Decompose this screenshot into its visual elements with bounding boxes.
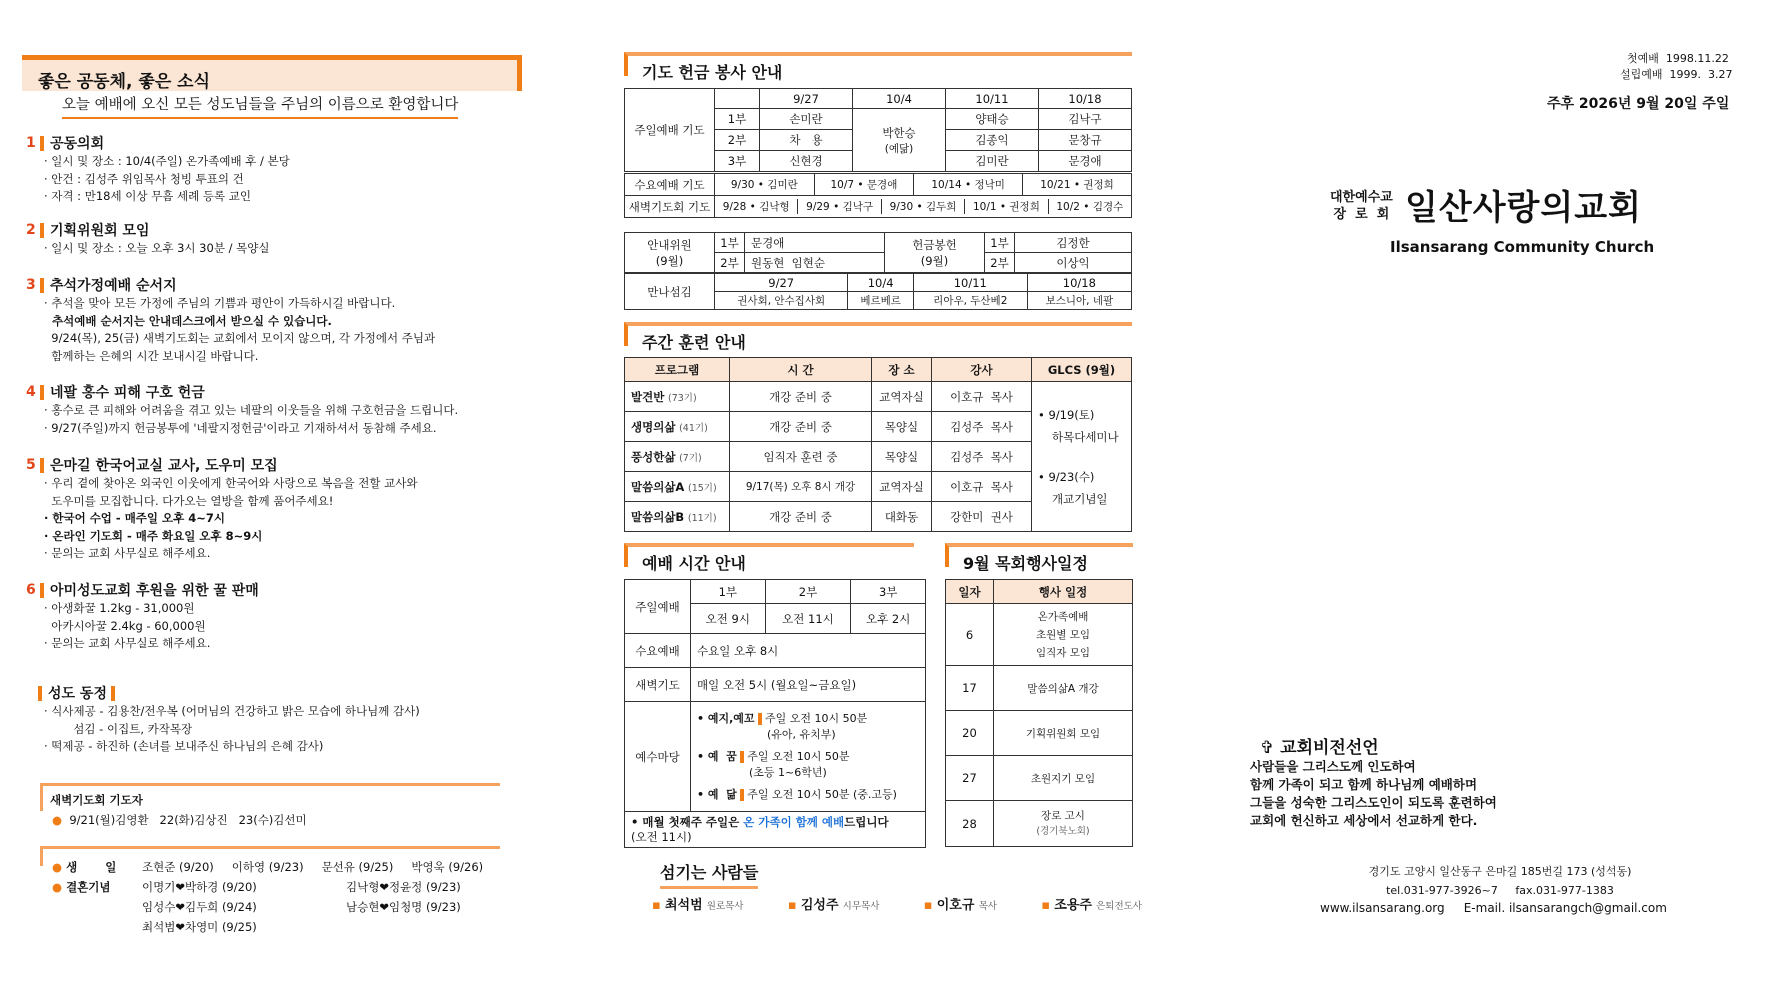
sunday-worship-label: 주일예배 — [625, 580, 691, 634]
meet-table — [624, 273, 1132, 310]
worship-table — [624, 579, 926, 848]
news-line: · 식사제공 - 김용찬/전우복 (어머님의 건강하고 밝은 모습에 하나님께 감사) — [44, 704, 420, 718]
meet-group: 리아우, 두산베2 — [913, 292, 1027, 310]
guide-name: 원동현 임현순 — [745, 253, 885, 273]
wed-prayer-item: 10/14 • 정낙미 — [914, 174, 1023, 196]
anniversary-label: 결혼기념 — [66, 880, 111, 894]
prayer-name: 박한승 — [882, 125, 916, 140]
col-header: 프로그램 — [625, 358, 730, 382]
birthday-item: 문선유 (9/25) — [321, 860, 394, 874]
wed-prayer-item: 10/21 • 권정희 — [1023, 174, 1132, 196]
date-header: 10/4 — [853, 89, 946, 109]
servant-name: 이호규 — [936, 898, 975, 913]
denomination-line: 대한예수교 — [1330, 190, 1393, 205]
hero-title: 좋은 공동체, 좋은 소식 — [38, 72, 211, 92]
meet-date: 9/27 — [715, 274, 848, 292]
address: 경기도 고양시 일산동구 은마길 185번길 173 (성석동) — [1368, 865, 1632, 878]
service-time: 오전 9시 — [691, 604, 766, 634]
accent-bar — [40, 458, 44, 473]
event-item: 장로 고시 — [1041, 809, 1085, 822]
glcs-item: • 9/19(토) — [1038, 407, 1095, 422]
training-table — [624, 357, 1132, 532]
news-line: · 일시 및 장소 : 10/4(주일) 온가족예배 후 / 본당 — [44, 154, 290, 168]
accent-bar — [111, 686, 115, 701]
glcs-item: • 9/23(수) — [1038, 469, 1095, 484]
meet-label: 만나섬김 — [625, 274, 715, 310]
event-day: 27 — [946, 756, 994, 801]
contact-block — [1350, 862, 1650, 900]
birthday-label: 생 일 — [66, 860, 117, 874]
prayer-name: 차 용 — [760, 130, 853, 151]
program-name: 풍성한삶 — [631, 449, 676, 464]
table-row — [946, 801, 1133, 847]
news-title: 은마길 한국어교실 교사, 도우미 모집 — [50, 458, 278, 474]
program-teacher: 이호규 목사 — [932, 472, 1032, 502]
program-count: (7기) — [679, 452, 702, 464]
program-name: 생명의삶 — [631, 419, 676, 434]
prayer-name: 김종익 — [946, 130, 1039, 151]
servants-list — [652, 894, 1142, 913]
program-place: 교역자실 — [872, 382, 932, 412]
col-header: 강사 — [932, 358, 1032, 382]
sunday-prayer-label: 주일예배 기도 — [625, 89, 715, 172]
note-text: 드립니다 — [844, 814, 889, 829]
jesus-group: • 예 꿈 — [697, 749, 737, 763]
offer-name: 김정한 — [1015, 233, 1132, 253]
jesus-cell — [691, 702, 926, 812]
event-item: 말씀의삶A 개강 — [994, 666, 1133, 711]
hero-banner — [22, 55, 522, 91]
news-number: 3 — [26, 277, 36, 293]
prayer-name: 문경애 — [1039, 151, 1132, 172]
wed-prayer-table — [624, 173, 1132, 218]
worship-section-title — [624, 543, 914, 573]
anniversary-item: 최석범❤차영미 (9/25) — [142, 920, 257, 934]
event-item: (경기북노회) — [1036, 825, 1090, 837]
col-header: 시 간 — [730, 358, 872, 382]
news-line: · 추석을 맞아 모든 가정에 주님의 기쁨과 평안이 가득하시길 바랍니다. — [44, 296, 396, 310]
table-row — [946, 711, 1133, 756]
news-number: 1 — [26, 135, 36, 151]
dawn-prayer-label: 새벽기도회 기도 — [625, 196, 715, 218]
anniversary-item: 김낙형❤정윤정 (9/23) — [346, 880, 461, 894]
news-line: · 한국어 수업 - 매주일 오후 4~7시 — [44, 511, 226, 525]
news-line: · 홍수로 큰 피해와 어려움을 겪고 있는 네팔의 이웃들을 위해 구호헌금을 드립니다. — [44, 403, 459, 417]
service-label: 2부 — [765, 580, 851, 604]
birthday-item: 조현준 (9/20) — [142, 860, 214, 874]
worship-title: 예배 시간 안내 — [642, 554, 746, 573]
events-table — [945, 579, 1133, 847]
news-line: 도우미를 모집합니다. 다가오는 열방을 함께 품어주세요! — [44, 493, 334, 508]
date-header: 10/11 — [946, 89, 1039, 109]
service-label: 1부 — [715, 109, 760, 130]
news-line: · 온라인 기도회 - 매주 화요일 오후 8~9시 — [44, 528, 263, 543]
dawn-prayer-cell — [715, 196, 1132, 218]
servant-role: 목사 — [978, 901, 997, 912]
servant-role: 은퇴전도사 — [1096, 901, 1142, 912]
col-header: 일자 — [946, 580, 994, 604]
event-day: 28 — [946, 801, 994, 847]
servants-title: 섬기는 사람들 — [660, 860, 758, 889]
news-item — [26, 220, 526, 258]
meet-group: 권사회, 안수집사회 — [715, 292, 848, 310]
news-line: · 우리 곁에 찾아온 외국인 이웃에게 한국어와 사랑으로 복음을 전할 교사와 — [44, 476, 418, 490]
service-label: 2부 — [715, 130, 760, 151]
program-count: (73기) — [667, 392, 697, 404]
servant-name: 김성주 — [800, 898, 839, 913]
dawn-prayer-item: 10/1 • 권정희 — [965, 199, 1048, 214]
news-item — [26, 580, 526, 653]
note-highlight: 온 가족이 함께 예배 — [743, 814, 845, 829]
vision-title: ✞ 교회비전선언 — [1260, 738, 1379, 758]
program-teacher: 강한미 권사 — [932, 502, 1032, 532]
news-line: · 일시 및 장소 : 오늘 오후 3시 30분 / 목양실 — [44, 241, 270, 255]
news-line: 추석예배 순서지는 안내데스크에서 받으실 수 있습니다. — [44, 313, 332, 328]
prayer-name-merged — [853, 109, 946, 172]
jesus-sub: (초등 1~6학년) — [749, 765, 827, 779]
prayer-name: 문창규 — [1039, 130, 1132, 151]
vision-line: 교회에 헌신하고 세상에서 선교하게 한다. — [1250, 813, 1478, 828]
guide-label-cell — [625, 233, 715, 273]
news-number: 4 — [26, 384, 36, 400]
program-place: 목양실 — [872, 442, 932, 472]
news-line: · 안건 : 김성주 위임목사 청빙 투표의 건 — [44, 171, 244, 186]
accent-bar — [40, 278, 44, 293]
news-line: · 아생화꿀 1.2kg - 31,000원 — [44, 601, 195, 615]
jesus-time: 주일 오전 10시 50분 (중.고등) — [747, 787, 897, 801]
servant-item: ▪ 조용주 은퇴전도사 — [1041, 898, 1142, 913]
training-section-title — [624, 322, 1132, 352]
news-line: · 문의는 교회 사무실로 해주세요. — [44, 546, 211, 560]
program-place: 목양실 — [872, 412, 932, 442]
first-service-date: 첫예배 1998.11.22 — [1627, 52, 1729, 65]
prayer-list — [52, 812, 307, 828]
event-item: 초원별 모임 — [1035, 628, 1091, 641]
service-label: 3부 — [851, 580, 926, 604]
accent-bar — [740, 789, 744, 801]
news-item — [26, 382, 526, 437]
program-time: 개강 준비 중 — [730, 412, 872, 442]
saints-title: 성도 동정 — [48, 686, 107, 702]
service-label: 3부 — [715, 151, 760, 172]
news-line: 함께하는 은혜의 시간 보내시길 바랍니다. — [44, 348, 259, 363]
prayer-name: 신현경 — [760, 151, 853, 172]
dawn-worship-time: 매일 오전 5시 (월요일~금요일) — [691, 668, 926, 702]
program-name: 말씀의삶B — [631, 509, 685, 524]
note-text: • 매월 첫째주 주일은 — [631, 814, 744, 829]
program-time: 개강 준비 중 — [730, 502, 872, 532]
vision-line: 그들을 성숙한 그리스도인이 되도록 훈련하여 — [1250, 795, 1497, 810]
phone-fax: tel.031-977-3926~7 fax.031-977-1383 — [1386, 884, 1614, 897]
training-title: 주간 훈련 안내 — [642, 333, 746, 352]
servant-item: ▪ 김성주 시무목사 — [787, 898, 880, 913]
service-time: 오후 2시 — [851, 604, 926, 634]
prayer-heading: 새벽기도회 기도자 — [50, 793, 143, 807]
program-place: 대화동 — [872, 502, 932, 532]
news-title: 아미성도교회 후원을 위한 꿀 판매 — [50, 583, 259, 599]
jesus-time: 주일 오전 10시 50분 — [747, 749, 850, 763]
event-item: 온가족예배 — [1037, 610, 1089, 623]
bullet-icon: ● — [52, 813, 63, 827]
news-line: 9/24(목), 25(금) 새벽기도회는 교회에서 모이지 않으며, 각 가정에서 주님과 — [44, 331, 436, 345]
founding-date: 설립예배 1999. 3.27 — [1620, 68, 1733, 81]
church-name: 일산사랑의교회 — [1405, 188, 1642, 228]
servant-name: 조용주 — [1054, 898, 1092, 913]
meet-group: 베르베르 — [848, 292, 913, 310]
servant-item: ▪ 이호규 목사 — [923, 898, 997, 913]
prayer-names: 9/21(월)김영환 22(화)김상진 23(수)김선미 — [69, 813, 307, 827]
program-time: 개강 준비 중 — [730, 382, 872, 412]
prayer-name: 김미란 — [946, 151, 1039, 172]
events-title: 9월 목회행사일정 — [963, 554, 1088, 573]
program-teacher: 이호규 목사 — [932, 382, 1032, 412]
news-title: 추석가정예배 순서지 — [50, 278, 177, 294]
table-row — [625, 382, 1132, 412]
accent-bar — [40, 385, 44, 400]
offer-month: (9월) — [920, 253, 949, 268]
date-header: 9/27 — [760, 89, 853, 109]
news-item — [26, 275, 526, 365]
servant-item: ▪ 최석범 원로목사 — [652, 898, 744, 913]
meet-group: 보스니아, 네팔 — [1027, 292, 1131, 310]
prayer-name: 김낙구 — [1039, 109, 1132, 130]
date-header: 10/18 — [1039, 89, 1132, 109]
col-header: GLCS (9월) — [1032, 358, 1132, 382]
website-email[interactable]: www.ilsansarang.org E-mail. ilsansarangch@gmail.com — [1320, 901, 1667, 915]
accent-bar — [40, 223, 44, 238]
prayer-note: (예닮) — [884, 142, 914, 155]
offering-section-title — [624, 52, 1132, 82]
anniversary-item: 임성수❤김두희 (9/24) — [142, 900, 257, 914]
news-line: · 떡제공 - 하진하 (손녀를 보내주신 하나님의 은혜 감사) — [44, 739, 324, 753]
dawn-worship-label: 새벽기도 — [625, 668, 691, 702]
dawn-prayer-item: 9/29 • 김낙구 — [798, 199, 881, 214]
news-title: 공동의회 — [50, 136, 105, 152]
event-items — [994, 604, 1133, 666]
welcome-text: 오늘 예배에 오신 모든 성도님들을 주님의 이름으로 환영합니다 — [62, 93, 458, 119]
event-items — [994, 801, 1133, 847]
col-header: 행사 일정 — [994, 580, 1133, 604]
program-place: 교역자실 — [872, 472, 932, 502]
program-time: 9/17(목) 오후 8시 개강 — [730, 472, 872, 502]
dawn-prayer-item: 9/30 • 김두희 — [882, 199, 965, 214]
church-english-name: Ilsansarang Community Church — [1390, 238, 1655, 256]
meet-date: 10/4 — [848, 274, 913, 292]
prayer-name: 양태승 — [946, 109, 1039, 130]
anniversary-item: 이명기❤박하경 (9/20) — [142, 880, 257, 894]
guide-month: (9월) — [655, 253, 684, 268]
offer-name: 이상익 — [1015, 253, 1132, 273]
accent-bar — [40, 136, 44, 151]
vision-line: 사람들을 그리스도께 인도하여 — [1250, 759, 1416, 774]
program-name: 말씀의삶A — [631, 479, 685, 494]
news-line: 아카시아꿀 2.4kg - 60,000원 — [44, 618, 206, 633]
news-item — [26, 133, 526, 206]
table-row — [946, 756, 1133, 801]
servant-name: 최석범 — [664, 898, 703, 913]
meet-date: 10/18 — [1027, 274, 1131, 292]
birthday-item: 이하영 (9/23) — [231, 860, 304, 874]
accent-bar — [40, 583, 44, 598]
guide-label: 안내위원 — [647, 237, 692, 252]
news-line: · 자격 : 만18세 이상 무흠 세례 등록 교인 — [44, 189, 251, 203]
offering-title: 기도 헌금 봉사 안내 — [642, 63, 783, 82]
program-count: (15기) — [688, 482, 717, 494]
news-number: 5 — [26, 457, 36, 473]
denomination-line: 장 로 회 — [1333, 207, 1390, 222]
monthly-note — [625, 812, 926, 848]
service-time: 오전 11시 — [765, 604, 851, 634]
servant-role: 시무목사 — [842, 901, 880, 912]
news-item — [26, 455, 526, 563]
anniversary-item: 남승현❤임청명 (9/23) — [346, 900, 461, 914]
table-row — [946, 604, 1133, 666]
event-day: 17 — [946, 666, 994, 711]
wed-worship-label: 수요예배 — [625, 634, 691, 668]
table-row — [946, 666, 1133, 711]
program-time: 임직자 훈련 중 — [730, 442, 872, 472]
jesus-time: 주일 오전 10시 50분 — [765, 711, 868, 725]
news-line: · 9/27(주일)까지 헌금봉투에 '네팔지정헌금'이라고 기재하셔서 동참해 주세요. — [44, 420, 437, 435]
birthday-item: 박영욱 (9/26) — [411, 860, 484, 874]
news-line: 섬김 - 이집트, 카작목장 — [66, 721, 193, 736]
wed-prayer-item: 9/30 • 김미란 — [715, 174, 815, 196]
saints-news — [26, 683, 526, 756]
vision-statement — [1250, 758, 1497, 830]
glcs-cell — [1032, 382, 1132, 532]
jesus-sub: (유아, 유치부) — [767, 727, 836, 741]
guide-name: 문경애 — [745, 233, 885, 253]
event-item: 초원지기 모임 — [994, 756, 1133, 801]
news-number: 2 — [26, 222, 36, 238]
guide-table: 안내위원 (9월) 1부 문경애 헌금봉헌 (9월) 1부 김정한 2부 원동현 임현순 2부 이상익 — [624, 232, 1132, 273]
denomination — [1330, 189, 1393, 223]
jesus-group: • 예지,예꼬 — [697, 711, 755, 725]
dawn-prayer-item: 10/2 • 김경수 — [1056, 201, 1124, 213]
event-item: 임직자 모임 — [1035, 646, 1091, 659]
offer-label: 헌금봉헌 — [912, 237, 957, 252]
news-title: 네팔 홍수 피해 구호 헌금 — [50, 385, 205, 401]
program-count: (11기) — [687, 512, 717, 524]
event-day: 20 — [946, 711, 994, 756]
bulletin-date: 주후 2026년 9월 20일 주일 — [1547, 96, 1730, 112]
prayer-name: 손미란 — [760, 109, 853, 130]
glcs-item: 개교기념일 — [1052, 491, 1108, 506]
service-label: 1부 — [691, 580, 766, 604]
offering-table — [624, 88, 1132, 172]
meet-date: 10/11 — [913, 274, 1027, 292]
program-teacher: 김성주 목사 — [932, 442, 1032, 472]
note-time: (오전 11시) — [631, 829, 692, 844]
bullet-icon: ● — [52, 880, 63, 894]
wed-worship-time: 수요일 오후 8시 — [691, 634, 926, 668]
offer-label-cell — [885, 233, 985, 273]
news-line: · 문의는 교회 사무실로 해주세요. — [44, 636, 211, 650]
accent-bar — [38, 686, 42, 701]
wed-prayer-label: 수요예배 기도 — [625, 174, 715, 196]
jesus-label: 예수마당 — [625, 702, 691, 812]
program-count: (41기) — [679, 422, 708, 434]
servant-role: 원로목사 — [706, 901, 744, 912]
vision-line: 함께 가족이 되고 함께 하나님께 예배하며 — [1250, 777, 1478, 792]
dawn-prayer-item: 9/28 • 김낙형 — [715, 199, 798, 214]
event-item: 기획위원회 모임 — [994, 711, 1133, 756]
wed-prayer-item: 10/7 • 문경애 — [814, 174, 914, 196]
glcs-item: 하목다세미나 — [1052, 429, 1119, 444]
program-teacher: 김성주 목사 — [932, 412, 1032, 442]
bullet-icon: ● — [52, 860, 63, 874]
jesus-group: • 예 닮 — [697, 787, 737, 801]
news-number: 6 — [26, 582, 36, 598]
events-section-title — [945, 543, 1133, 573]
accent-bar — [758, 713, 762, 725]
event-day: 6 — [946, 604, 994, 666]
birthday-section — [52, 857, 522, 937]
col-header: 장 소 — [872, 358, 932, 382]
news-title: 기획위원회 모임 — [50, 223, 150, 239]
accent-bar — [740, 751, 744, 763]
program-name: 발견반 — [631, 389, 665, 404]
